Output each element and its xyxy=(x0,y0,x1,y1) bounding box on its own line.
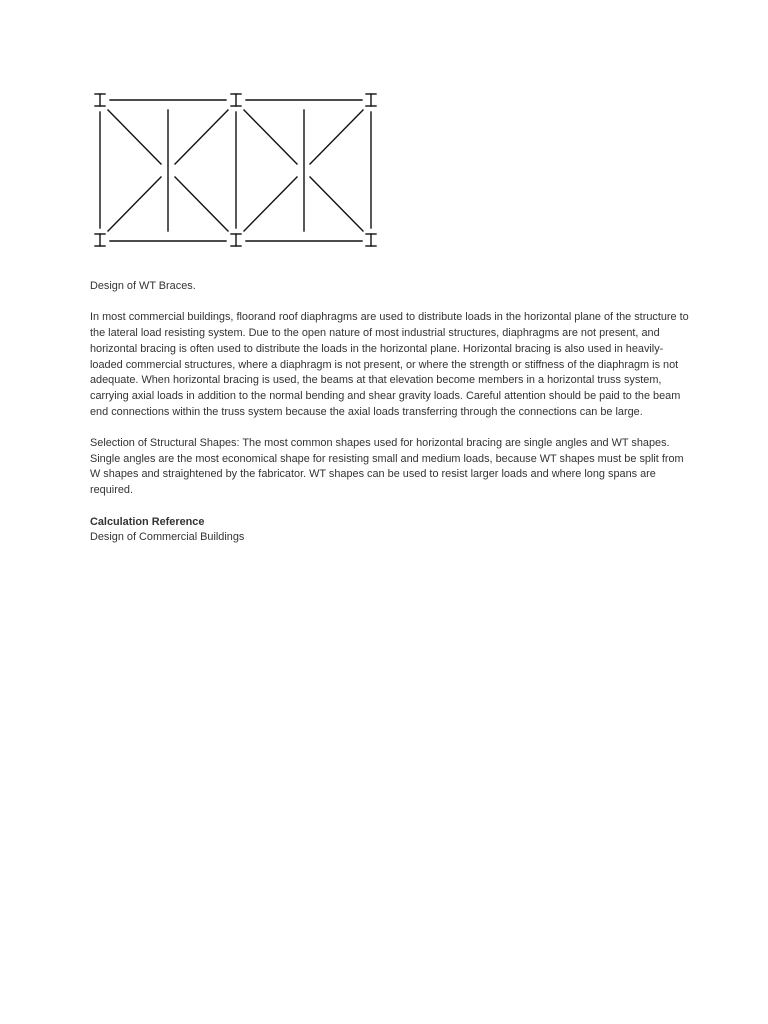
reference-heading: Calculation Reference xyxy=(90,515,205,528)
horizontal-bracing-diagram xyxy=(88,88,384,252)
document-body xyxy=(90,279,690,546)
paragraph-horizontal-bracing: In most commercial buildings, floorand roof diaphragms are used to distribute loads in the horizontal plane of the structure to the lateral load resisting system. Due to the open nature of most industrial structures, diaphragms are not present, and horizontal bracing is often used to distribute the loads in the horizontal plane. Horizontal bracing is also used in heavily-loaded commercial structures, where a diaphragm is not present, or where the strength or stiffness of the diaphragm is not adequate. When horizontal bracing is used, the beams at that elevation become members in a horizontal truss system, carrying axial loads in addition to the normal bending and shear gravity loads. Careful attention should be paid to the beam end connections within the truss system because the axial loads transferring through the connections can be large. xyxy=(90,311,689,418)
reference-text: Design of Commercial Buildings xyxy=(90,531,245,544)
document-title: Design of WT Braces. xyxy=(90,280,196,292)
paragraph-structural-shapes: Selection of Structural Shapes: The most common shapes used for horizontal bracing are single angles and WT shapes. Single angles are the most economical shape for resisting small and medium loads, because WT shapes must be split from W shapes and straightened by the fabricator. WT shapes can be used to resist larger loads and where long spans are required. xyxy=(90,437,684,497)
